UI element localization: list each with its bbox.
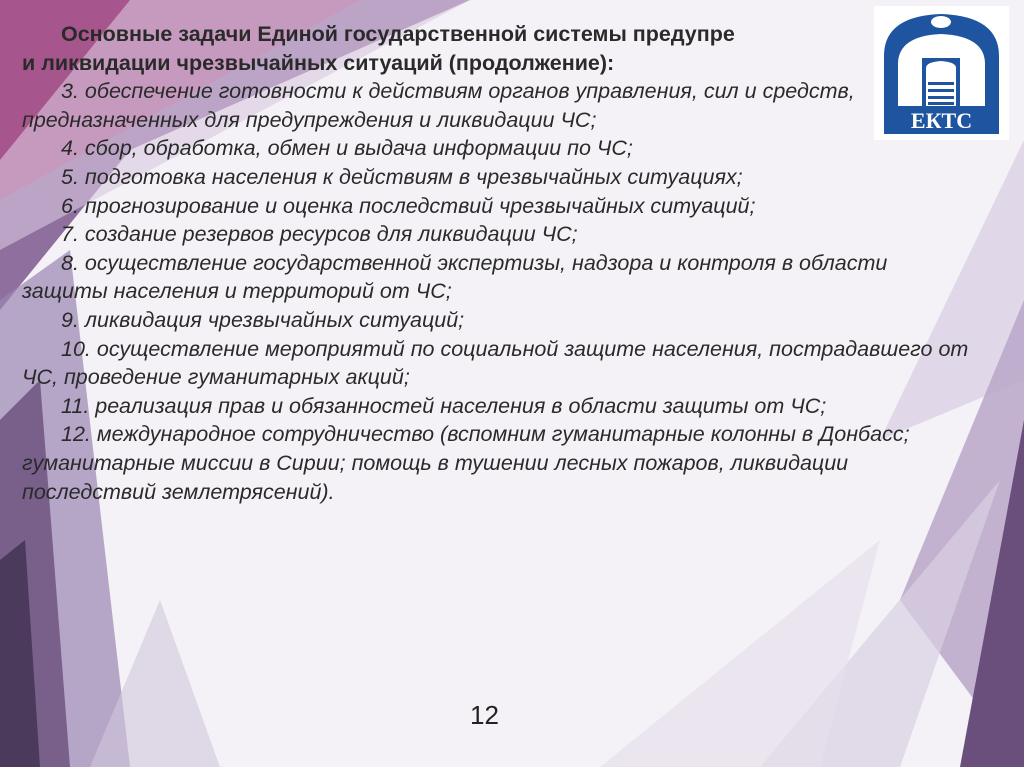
task-list (22, 77, 972, 506)
logo-text: ЕКТС (910, 108, 973, 133)
task-item-10: 10. осуществление мероприятий по социальной защите населения, пострадавшего от ЧС, проведение гуманитарных акций; (22, 336, 969, 390)
ekts-emblem-icon (874, 6, 1009, 140)
task-item-5: 5. подготовка населения к действиям в чрезвычайных ситуациях; (61, 164, 743, 189)
slide-title (22, 20, 972, 77)
task-item-7: 7. создание резервов ресурсов для ликвидации ЧС; (61, 222, 578, 247)
task-item-8: 8. осуществление государственной экспертизы, надзора и контроля в области защиты населения и территорий от ЧС; (22, 250, 888, 304)
slide-content (22, 20, 972, 506)
slide-title-line-1: Основные задачи Единой государственной системы предупре (61, 22, 735, 46)
task-item-4: 4. сбор, обработка, обмен и выдача информации по ЧС; (61, 136, 633, 161)
task-item-3: 3. обеспечение готовности к действиям органов управления, сил и средств, предназначенных для предупреждения и ликвидации ЧС; (22, 79, 855, 132)
ekts-logo (874, 6, 1009, 140)
task-item-6: 6. прогнозирование и оценка последствий чрезвычайных ситуаций; (61, 193, 756, 218)
task-item-11: 11. реализация прав и обязанностей населения в области защиты от ЧС; (61, 393, 827, 418)
page-number: 12 (470, 700, 499, 730)
task-item-12: 12. международное сотрудничество (вспомним гуманитарные колонны в Донбасс; гуманитарные миссии в Сирии; помощь в тушении лесных пожаров, ликвидации последствий землетрясений). (22, 422, 910, 504)
task-item-9: 9. ликвидация чрезвычайных ситуаций; (61, 307, 465, 332)
slide-title-line-2: и ликвидации чрезвычайных ситуаций (продолжение): (22, 50, 615, 75)
